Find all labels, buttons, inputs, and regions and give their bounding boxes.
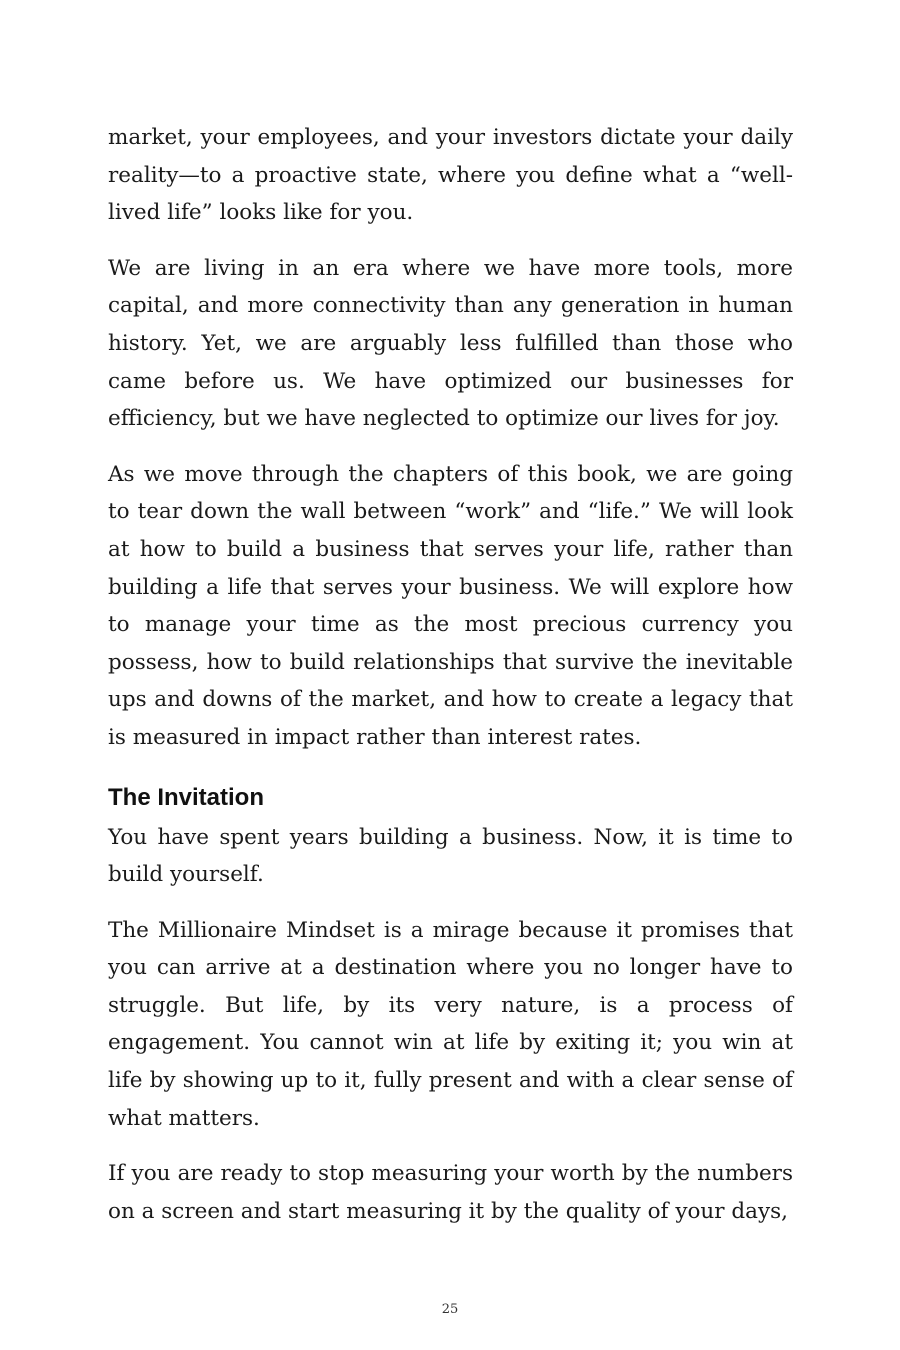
paragraph: We are living in an era where we have more tools, more capital, and more connectivity than any generation in human history. Yet, we are arguably less fulfilled than those who came before us. We have optimized our businesses for efficiency, but we have neglected to optimize our lives for joy.	[108, 255, 793, 432]
paragraph: If you are ready to stop measuring your worth by the numbers on a screen and start measuring it by the quality of your days,	[108, 1161, 793, 1224]
paragraph: You have spent years building a business. Now, it is time to build yourself.	[108, 824, 793, 888]
paragraph: market, your employees, and your investors dictate your daily reality—to a proactive state, where you define what a “well-lived life” looks like for you.	[108, 125, 793, 226]
page-body	[108, 119, 793, 1230]
page-number: 25	[441, 1302, 459, 1317]
paragraph: As we move through the chapters of this book, we are going to tear down the wall between “work” and “life.” We will look at how to build a business that serves your life, rather than building a life that serves your business. We will explore how to manage your time as the most precious currency you possess, how to build relationships that survive the inevitable ups and downs of the market, and how to create a legacy that is measured in impact rather than interest rates.	[108, 461, 793, 750]
section-heading: The Invitation	[108, 783, 264, 811]
paragraph: The Millionaire Mindset is a mirage because it promises that you can arrive at a destination where you no longer have to struggle. But life, by its very nature, is a process of engagement. You cannot win at life by exiting it; you win at life by showing up to it, fully present and with a clear sense of what matters.	[108, 917, 793, 1131]
